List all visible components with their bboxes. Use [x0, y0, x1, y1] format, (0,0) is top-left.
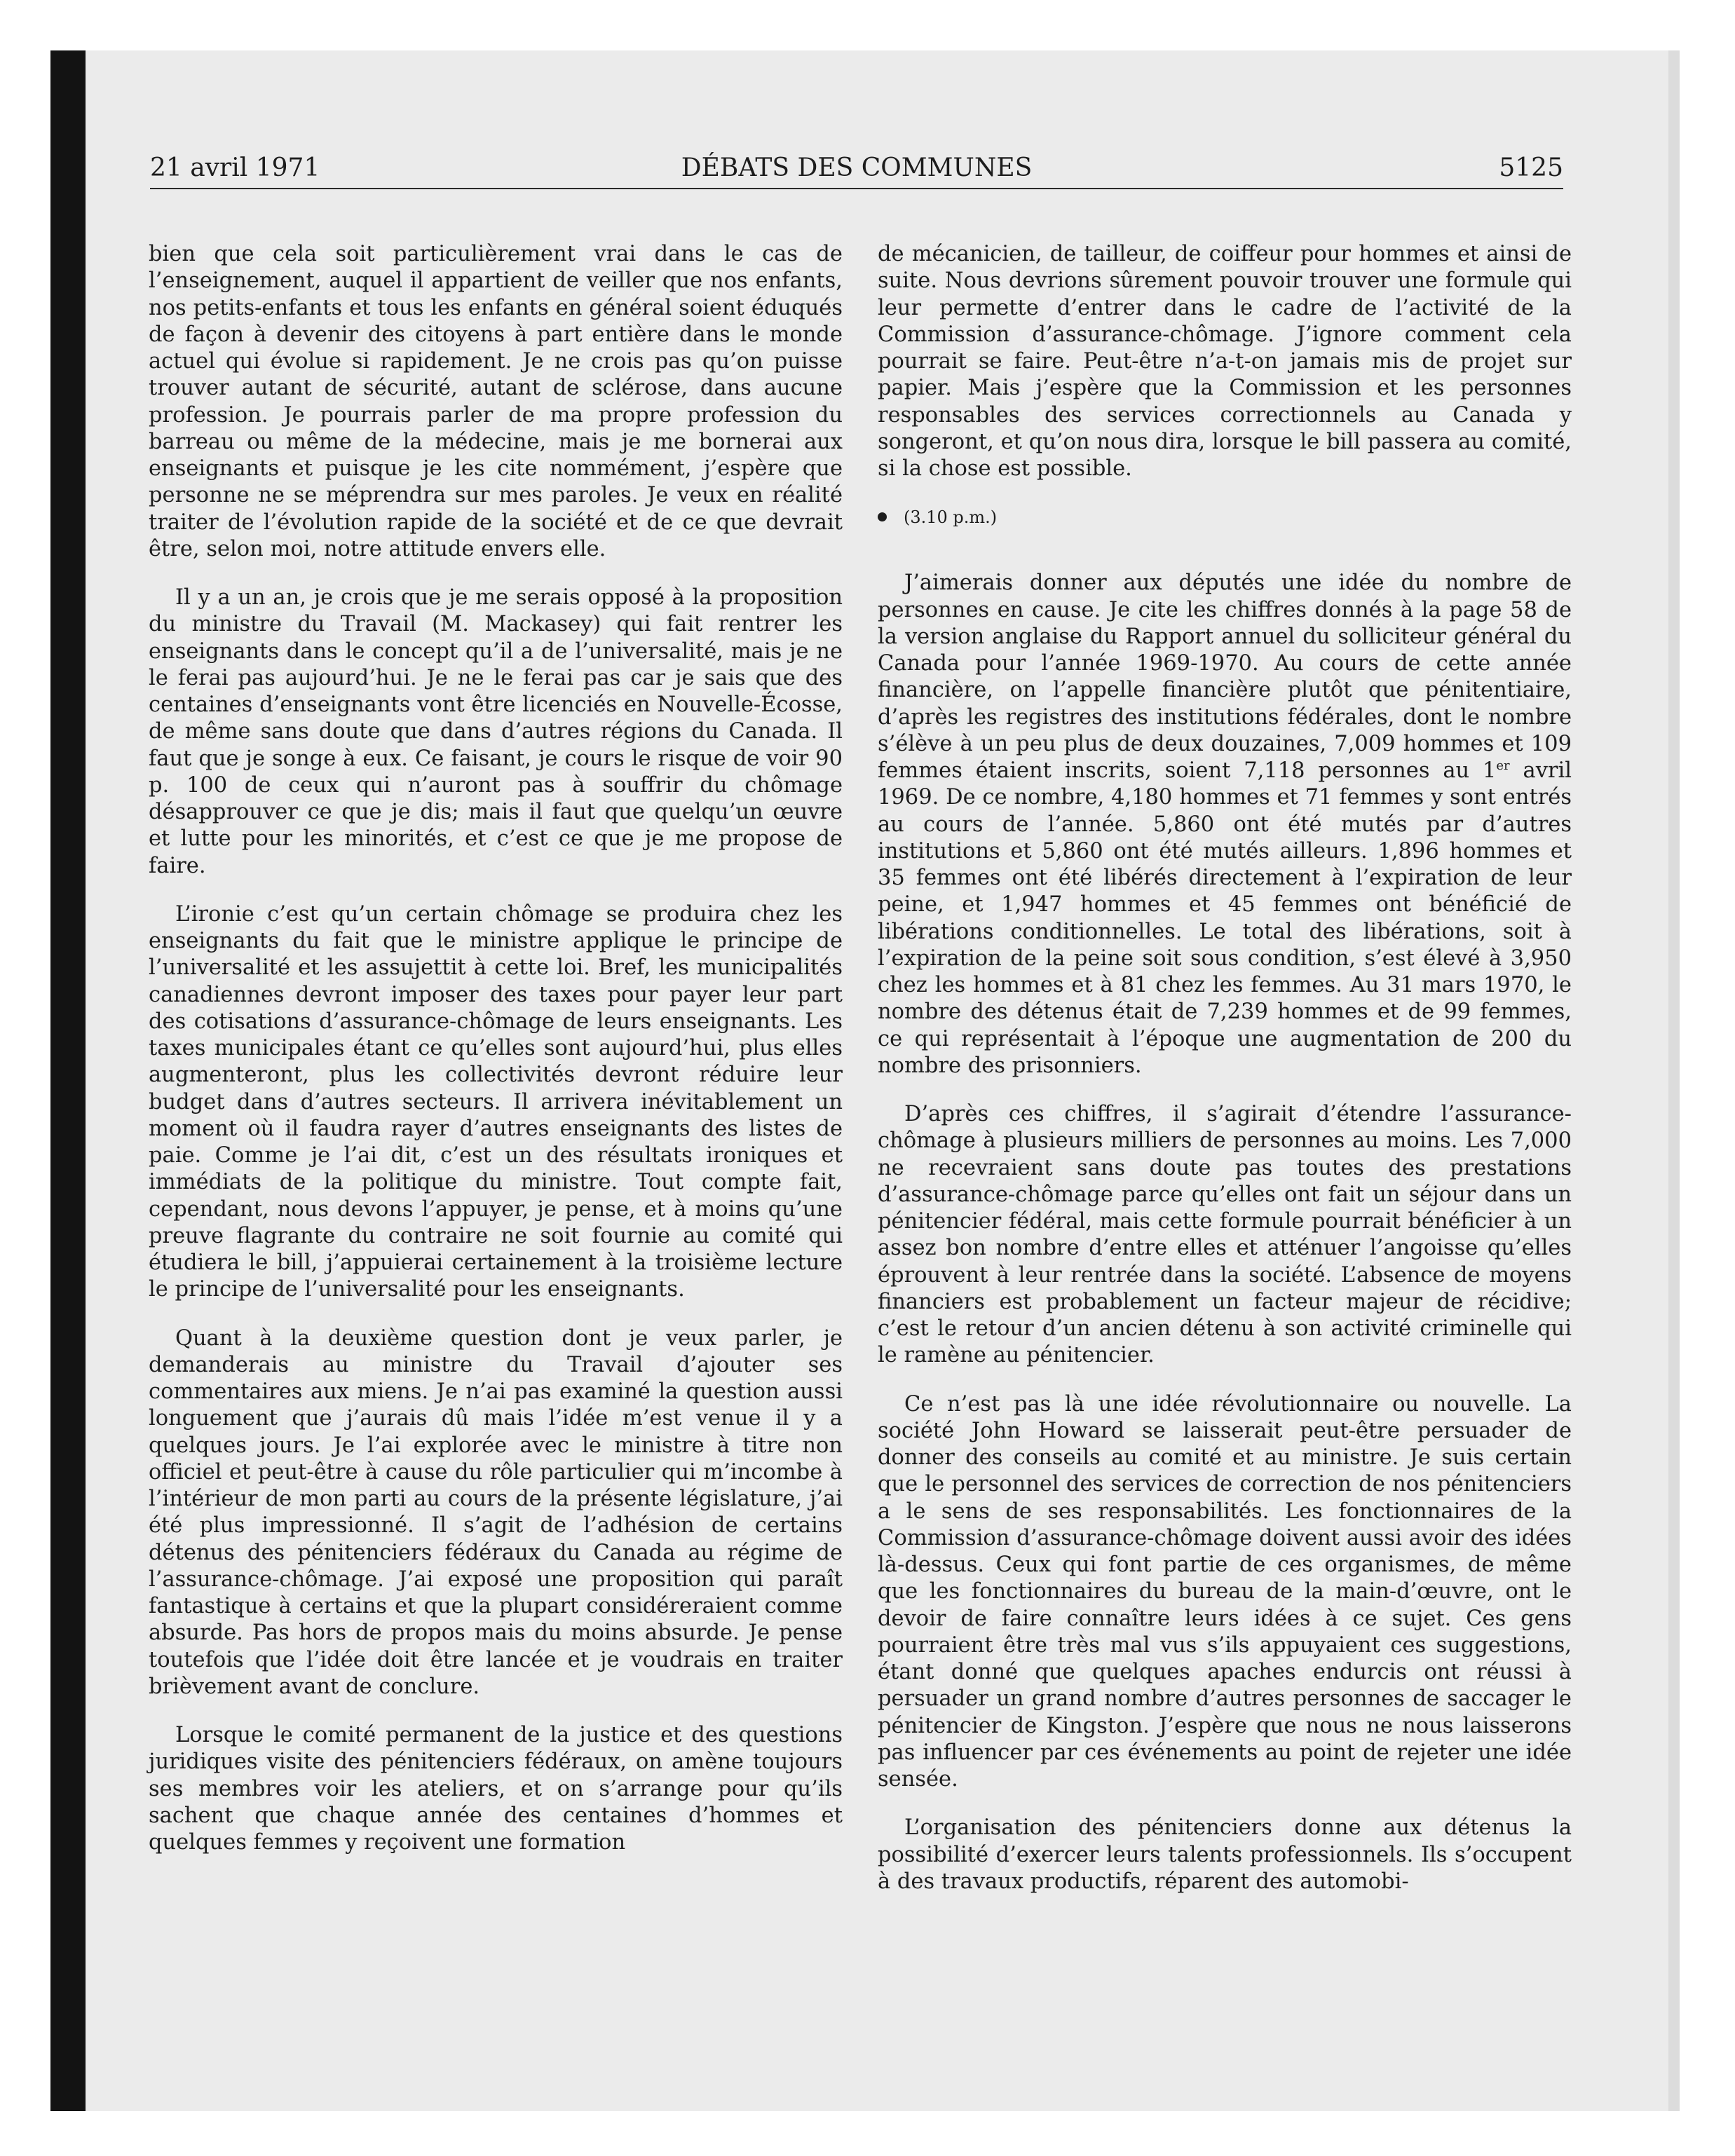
right-column: [878, 241, 1572, 1917]
paragraph: bien que cela soit particulièrement vrai dans le cas de l’enseignement, auquel il appartient de veiller que nos enfants, nos petits-enfants et tous les enfants en général soient éduqués de façon à devenir des citoyens à part entière dans le monde actuel qui évolue si rapidement. Je ne crois pas qu’on puisse trouver autant de sécurité, autant de sclérose, dans aucune profession. Je pourrais parler de ma propre profession du barreau ou même de la médecine, mais je me bornerai aux enseignants et puisque je les cite nommément, j’espère que personne ne se méprendra sur mes paroles. Je veux en réalité traiter de l’évolution rapide de la société et de ce que devrait être, selon moi, notre attitude envers elle.: [149, 242, 843, 561]
header-date: 21 avril 1971: [150, 153, 320, 182]
time-marker: [878, 504, 1572, 531]
paragraph: Quant à la deuxième question dont je veux parler, je demanderais au ministre du Travail d’ajouter ses commentaires aux miens. Je n’ai pas examiné la question aussi longuement que j’aurais dû mais l’idée m’est venue il y a quelques jours. Je l’ai explorée avec le ministre à titre non officiel et peut-être à cause du rôle particulier qui m’incombe à l’intérieur de mon parti au cours de la présente législature, j’ai été plus impressionné. Il s’agit de l’adhésion de certains détenus des pénitenciers fédéraux du Canada au régime de l’assurance-chômage. J’ai exposé une proposition qui paraît fantastique à certains et que la plupart considéreraient comme absurde. Pas hors de propos mais du moins absurde. Je pense toutefois que l’idée doit être lancée et je voudrais en traiter brièvement avant de conclure.: [149, 1325, 843, 1699]
paragraph-text: J’aimerais donner aux députés une idée du nombre de personnes en cause. Je cite les chiffres donnés à la page 58 de la version anglaise du Rapport annuel du solliciteur général du Canada pour l’année 1969-1970. Au cours de cette année financière, on l’appelle financière plutôt que pénitentiaire, d’après les registres des institutions fédérales, dont le nombre s’élève à un peu plus de deux douzaines, 7,009 hommes et 109 femmes étaient inscrits, soient 7,118 personnes au 1: [878, 571, 1572, 783]
paragraph: [878, 570, 1572, 1079]
time-marker-text: (3.10 p.m.): [904, 507, 998, 528]
left-column: [149, 241, 843, 1878]
page: [86, 50, 1668, 2111]
page-number: 5125: [1499, 153, 1563, 182]
scan-margin: [0, 0, 50, 2156]
paragraph: Il y a un an, je crois que je me serais opposé à la proposition du ministre du Travail (M. Mackasey) qui fait rentrer les enseignants dans le concept qu’il a de l’universalité, mais je ne le ferai pas aujourd’hui. Je ne le ferai pas car je sais que des centaines d’enseignants vont être licenciés en Nouvelle-Écosse, de même sans doute que dans d’autres régions du Canada. Il faut que je songe à eux. Ce faisant, je cours le risque de voir 90 p. 100 de ceux qui n’auront pas à souffrir du chômage désapprouver ce que je dis; mais il faut que quelqu’un œuvre et lutte pour les minorités, et c’est ce que je me propose de faire.: [149, 585, 843, 878]
bullet-icon: [878, 512, 887, 521]
paragraph: D’après ces chiffres, il s’agirait d’étendre l’assurance-chômage à plusieurs milliers de personnes au moins. Les 7,000 ne recevraient sans doute pas toutes des prestations d’assurance-chômage parce qu’elles ont fait un séjour dans un pénitencier fédéral, mais cette formule pourrait bénéficier à un assez bon nombre d’entre elles et atténuer l’angoisse qu’elles éprouvent à leur rentrée dans la société. L’absence de moyens financiers est probablement un facteur majeur de récidive; c’est le retour d’un ancien détenu à son activité criminelle qui le ramène au pénitencier.: [878, 1102, 1572, 1368]
header-title: DÉBATS DES COMMUNES: [681, 153, 1033, 182]
scan-page-shadow: [1668, 50, 1680, 2111]
paragraph-text: avril 1969. De ce nombre, 4,180 hommes et 71 femmes y sont entrés au cours de l’année. 5,860 ont été mutés par d’autres institutions et 5,860 ont été mutés ailleurs. 1,896 hommes et 35 femmes ont été libérés directement à l’expiration de leur peine, et 1,947 hommes et 45 femmes ont bénéficié de libérations conditionnelles. Le total des libérations, soit à l’expiration de la peine soit sous condition, s’est élevé à 3,950 chez les hommes et à 81 chez les femmes. Au 31 mars 1970, le nombre des détenus était de 7,239 hommes et de 99 femmes, ce qui représentait à l’époque une augmentation de 200 du nombre des prisonniers.: [878, 758, 1572, 1078]
scan-binding-edge: [50, 50, 86, 2111]
paragraph: de mécanicien, de tailleur, de coiffeur pour hommes et ainsi de suite. Nous devrions sûrement pouvoir trouver une formule qui leur permette d’entrer dans le cadre de l’activité de la Commission d’assurance-chômage. J’ignore comment cela pourrait se faire. Peut-être n’a-t-on jamais mis de projet sur papier. Mais j’espère que la Commission et les personnes responsables des services correctionnels au Canada y songeront, et qu’on nous dira, lorsque le bill passera au comité, si la chose est possible.: [878, 242, 1572, 481]
paragraph: Ce n’est pas là une idée révolutionnaire ou nouvelle. La société John Howard se laisserait peut-être persuader de donner des conseils au comité et au ministre. Je suis certain que le personnel des services de correction de nos pénitenciers a le sens de ses responsabilités. Les fonctionnaires de la Commission d’assurance-chômage doivent aussi avoir des idées là-dessus. Ceux qui font partie de ces organismes, de même que les fonctionnaires du bureau de la main-d’œuvre, ont le devoir de faire connaître leurs idées à ce sujet. Ces gens pourraient être très mal vus s’ils appuyaient ces suggestions, étant donné que quelques apaches endurcis ont réussi à persuader un grand nombre d’autres personnes de saccager le pénitencier de Kingston. J’espère que nous ne nous laisserons pas influencer par ces événements au point de rejeter une idée sensée.: [878, 1391, 1572, 1792]
paragraph: Lorsque le comité permanent de la justice et des questions juridiques visite des pénitenciers fédéraux, on amène toujours ses membres voir les ateliers, et on s’arrange pour qu’ils sachent que chaque année des centaines d’hommes et quelques femmes y reçoivent une formation: [149, 1723, 843, 1855]
running-header: [150, 149, 1563, 189]
superscript: er: [1496, 758, 1510, 773]
paragraph: L’organisation des pénitenciers donne aux détenus la possibilité d’exercer leurs talents professionnels. Ils s’occupent à des travaux productifs, réparent des automobi-: [878, 1815, 1572, 1894]
paragraph: L’ironie c’est qu’un certain chômage se produira chez les enseignants du fait que le ministre applique le principe de l’universalité et les assujettit à cette loi. Bref, les municipalités canadiennes devront imposer des taxes pour payer leur part des cotisations d’assurance-chômage de leurs enseignants. Les taxes municipales étant ce qu’elles sont aujourd’hui, plus elles augmenteront, plus les collectivités devront réduire leur budget dans d’autres secteurs. Il arrivera inévitablement un moment où il faudra rayer d’autres enseignants des listes de paie. Comme je l’ai dit, c’est un des résultats ironiques et immédiats de la politique du ministre. Tout compte fait, cependant, nous devons l’appuyer, je pense, et à moins qu’une preuve flagrante du contraire ne soit fournie au comité qui étudiera le bill, j’appuierai certainement à la troisième lecture le principe de l’universalité pour les enseignants.: [149, 901, 843, 1302]
